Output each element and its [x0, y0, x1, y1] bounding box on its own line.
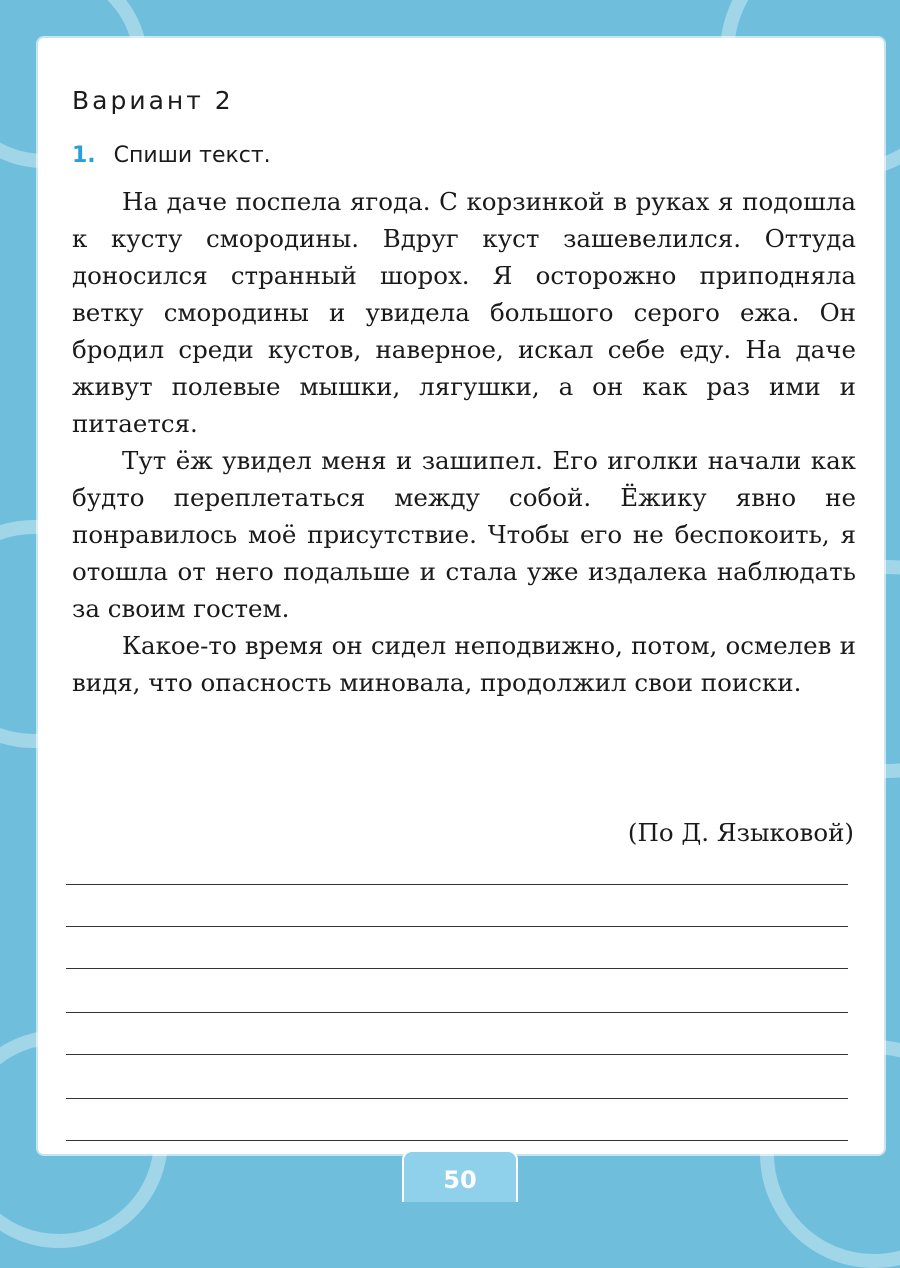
- text-paragraph: На даче поспела ягода. С корзинкой в руках я подошла к кусту смородины. Вдруг куст зашевелился. Оттуда доносился странный шорох. Я осторожно приподняла ветку смородины и увидела большого серого ежа. Он бродил среди кустов, наверное, искал себе еду. На даче живут полевые мышки, лягушки, а он как раз ими и питается.: [72, 187, 856, 438]
- writing-line[interactable]: [66, 884, 848, 885]
- task-instruction-text: Спиши текст.: [113, 143, 271, 168]
- variant-title: Вариант 2: [72, 86, 234, 115]
- writing-line[interactable]: [66, 1140, 848, 1141]
- page-number: 50: [402, 1150, 518, 1202]
- task-instruction: [72, 143, 271, 168]
- text-paragraph: Какое-то время он сидел неподвижно, потом, осмелев и видя, что опасность миновала, продолжил свои поиски.: [72, 631, 856, 697]
- writing-line[interactable]: [66, 1054, 848, 1055]
- text-author: (По Д. Языковой): [627, 818, 854, 847]
- task-number: 1.: [72, 143, 96, 168]
- writing-line[interactable]: [66, 926, 848, 927]
- dictation-text: [72, 183, 856, 701]
- writing-line[interactable]: [66, 968, 848, 969]
- text-paragraph: Тут ёж увидел меня и зашипел. Его иголки начали как будто переплетаться между собой. Ёжику явно не понравилось моё присутствие. Чтобы его не беспокоить, я отошла от него подальше и стала уже издалека наблюдать за своим гостем.: [72, 446, 856, 623]
- writing-line[interactable]: [66, 1098, 848, 1099]
- writing-line[interactable]: [66, 1012, 848, 1013]
